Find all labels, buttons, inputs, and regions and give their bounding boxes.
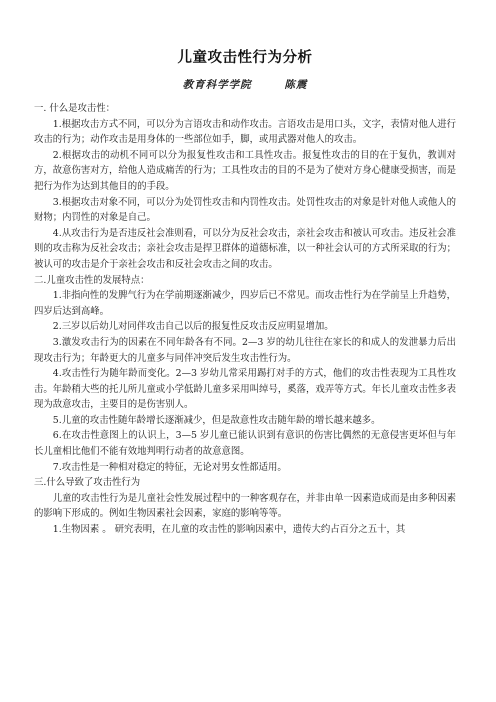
paragraph: 4.从攻击行为是否违反社会准则看，可以分为反社会攻击，亲社会攻击和被认可攻击。违反社会准则的攻击称为反社会攻击；亲社会攻击是捍卫群体的道德标准，以一种社会认可的方式所采取的行为；被认可的攻击是介于亲社会攻击和反社会攻击之间的攻击。: [34, 227, 456, 270]
paragraph: 2.三岁以后幼儿对同伴攻击自己以后的报复性反攻击反应明显增加。: [52, 321, 334, 333]
paragraph: 7.攻击性是一种相对稳定的特征，无论对男女性都适用。: [52, 461, 287, 473]
author-affiliation: 教育科学学院: [182, 79, 252, 91]
paragraph: 6.在攻击性意图上的认识上，3—5 岁儿童已能认识到有意识的伤害比偶然的无意侵害更坏但与年长儿童相比他们不能有效地判明行动者的故意意图。: [34, 430, 456, 458]
paragraph: 儿童的攻击性行为是儿童社会性发展过程中的一种客观存在，并非由单一因素造成而是由多种因素的影响下形成的。例如生物因素社会因素，家庭的影响等等。: [34, 492, 456, 520]
paragraph: 1.非指向性的发脾气行为在学前期逐渐减少，四岁后已不常见。而攻击性行为在学前呈上升趋势，四岁后达到高峰。: [34, 290, 456, 317]
paragraph: 3.激发攻击行为的因素在不同年龄各有不同。2—3 岁的幼儿往往在家长的和成人的发泄暴力后出现攻击行为；年龄更大的儿童多与同伴冲突后发生攻击性行为。: [34, 336, 456, 364]
paragraph: 2.根据攻击的动机不同可以分为报复性攻击和工具性攻击。报复性攻击的目的在于复仇，教训对方，故意伤害对方，给他人造成痛苦的行为；工具性攻击的目的不是为了使对方身心健康受损害，而是把行为作为达到其他目的的手段。: [34, 149, 456, 192]
paragraph: 1.生物因素 。 研究表明，在儿童的攻击性的影响因素中，遗传大约占百分之五十，其: [52, 524, 406, 536]
section-heading: 二.儿童攻击性的发展特点：: [34, 274, 150, 286]
document-title: 儿童攻击性行为分析: [177, 49, 313, 66]
document-body: [34, 101, 456, 538]
paragraph: 4.攻击性行为随年龄而变化。2—3 岁幼儿常采用踢打对手的方式，他们的攻击性表现为工具性攻击。年龄稍大些的托儿所儿童或小学低龄儿童多采用叫绰号，奚落，戏弄等方式。年长儿童攻击性多表现为敌意攻击，主要目的是伤害别人。: [34, 368, 456, 411]
section-heading: 一. 什么是攻击性：: [34, 103, 115, 114]
paragraph: 5.儿童的攻击性随年龄增长逐渐减少，但是敌意性攻击随年龄的增长越来越多。: [52, 414, 381, 426]
paragraph: 3.根据攻击对象不同，可以分为处罚性攻击和内罚性攻击。处罚性攻击的对象是针对他人或他人的财物；内罚性的对象是自己。: [34, 196, 456, 224]
section-heading: 三.什么导致了攻击性行为: [34, 477, 141, 489]
author-name: 陈震: [284, 79, 308, 91]
paragraph: 1.根据攻击方式不同，可以分为言语攻击和动作攻击。言语攻击是用口头，文字，表情对他人进行攻击的行为；动作攻击是用身体的一些部位如手，脚，或用武器对他人的攻击。: [34, 118, 456, 146]
author-line: [34, 77, 456, 92]
